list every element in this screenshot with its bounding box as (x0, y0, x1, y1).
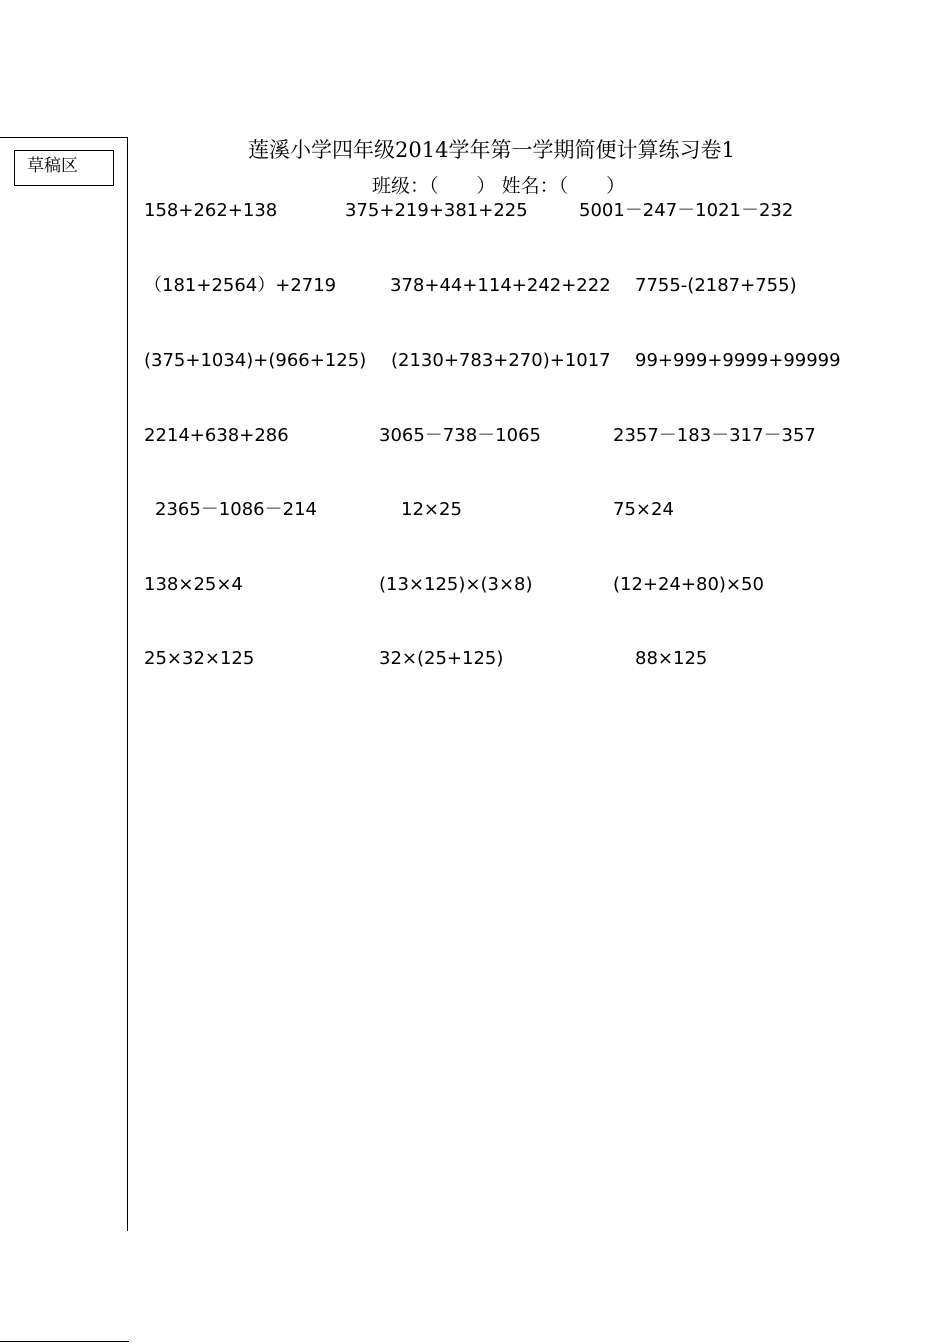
draft-area (0, 137, 128, 1231)
problem-2-1: （181+2564）+2719 (144, 275, 337, 296)
problem-3-2: (2130+783+270)+1017 (391, 350, 611, 371)
draft-area-label: 草稿区 (14, 150, 114, 186)
problem-4-1: 2214+638+286 (144, 425, 289, 446)
student-info (372, 173, 625, 199)
problem-7-3: 88×125 (635, 648, 708, 669)
problem-1-2: 375+219+381+225 (345, 200, 528, 221)
problem-7-1: 25×32×125 (144, 648, 255, 669)
problem-6-3: (12+24+80)×50 (613, 574, 764, 595)
name-field[interactable]: 姓名：（ ） (501, 175, 626, 197)
problem-6-2: (13×125)×(3×8) (379, 574, 533, 595)
page-title: 莲溪小学四年级2014学年第一学期简便计算练习卷1 (248, 138, 735, 162)
problem-6-1: 138×25×4 (144, 574, 243, 595)
problem-3-3: 99+999+9999+99999 (635, 350, 841, 371)
problem-3-1: (375+1034)+(966+125) (144, 350, 367, 371)
problem-5-1: 2365－1086－214 (155, 499, 317, 520)
problem-4-3: 2357－183－317－357 (613, 425, 816, 446)
class-field[interactable]: 班级：（ ） (372, 175, 496, 197)
problem-5-2: 12×25 (401, 499, 462, 520)
problem-7-2: 32×(25+125) (379, 648, 504, 669)
problem-4-2: 3065－738－1065 (379, 425, 541, 446)
problem-5-3: 75×24 (613, 499, 674, 520)
problem-2-3: 7755-(2187+755) (635, 275, 797, 296)
problem-1-3: 5001－247－1021－232 (579, 200, 794, 221)
problem-2-2: 378+44+114+242+222 (390, 275, 611, 296)
bottom-divider (0, 1341, 129, 1342)
problem-1-1: 158+262+138 (144, 200, 278, 221)
